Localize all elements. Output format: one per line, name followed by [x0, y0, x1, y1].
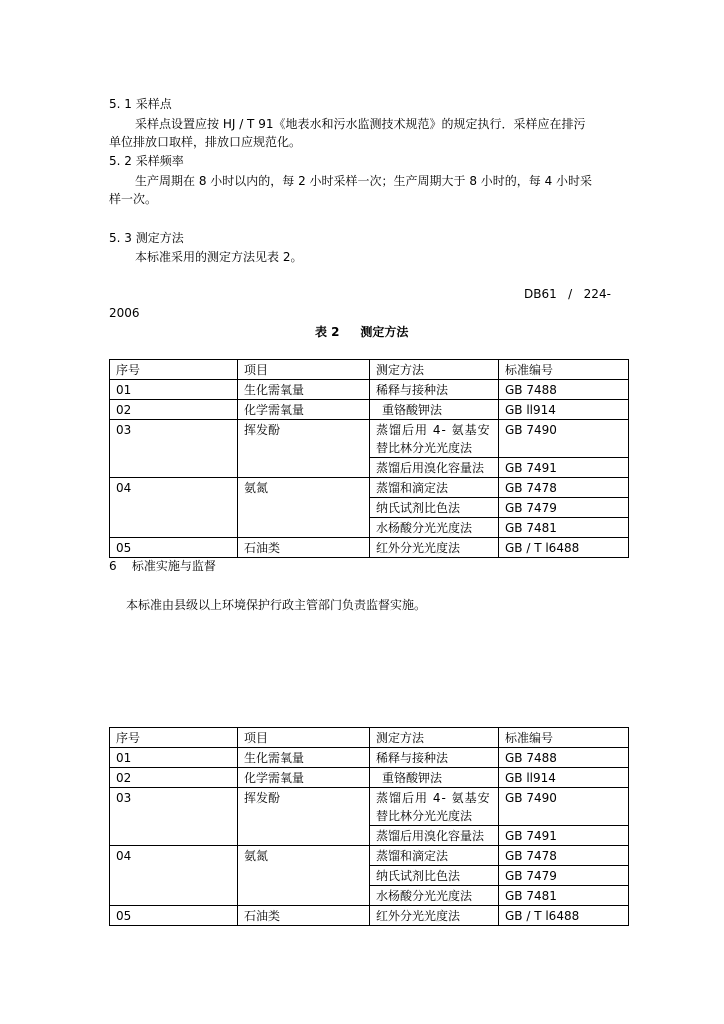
cell-no: 02 [110, 768, 238, 788]
table-row [110, 400, 629, 420]
table-row [110, 420, 629, 458]
cell-item: 石油类 [238, 538, 370, 558]
cell-method: 纳氏试剂比色法 [370, 866, 499, 886]
cell-item: 氨氮 [238, 846, 370, 906]
doc-code-line1: DB61 / 224- [524, 287, 611, 301]
table-row [110, 788, 629, 826]
table-row [110, 906, 629, 926]
header-item: 项目 [238, 360, 370, 380]
cell-method: 水杨酸分光光度法 [370, 518, 499, 538]
cell-no: 05 [110, 906, 238, 926]
header-item: 项目 [238, 728, 370, 748]
cell-std: GB 7488 [499, 380, 629, 400]
cell-std: GB 7481 [499, 518, 629, 538]
cell-method: 重铬酸钾法 [370, 768, 499, 788]
cell-no: 03 [110, 788, 238, 846]
cell-std: GB 7478 [499, 846, 629, 866]
cell-std: GB 7479 [499, 498, 629, 518]
cell-method-line1: 蒸馏后用 4- 氨基安 [376, 423, 491, 437]
table-row [110, 846, 629, 866]
cell-method: 水杨酸分光光度法 [370, 886, 499, 906]
section-5-1-para-line1: 采样点设置应按 HJ / T 91《地表水和污水监测技术规范》的规定执行．采样应在排污 [135, 117, 586, 131]
cell-item: 挥发酚 [238, 788, 370, 846]
cell-std: GB 7488 [499, 748, 629, 768]
cell-method-line1: 蒸馏后用 4- 氨基安 [376, 791, 491, 805]
cell-no: 01 [110, 380, 238, 400]
section-5-3-para: 本标准采用的测定方法见表 2。 [135, 250, 303, 264]
cell-std: GB ll914 [499, 400, 629, 420]
table-row [110, 380, 629, 400]
header-no: 序号 [110, 360, 238, 380]
cell-std: GB / T l6488 [499, 538, 629, 558]
header-method: 测定方法 [370, 728, 499, 748]
cell-method: 纳氏试剂比色法 [370, 498, 499, 518]
cell-std: GB 7490 [499, 420, 629, 458]
cell-item: 挥发酚 [238, 420, 370, 478]
cell-method: 蒸馏和滴定法 [370, 846, 499, 866]
header-no: 序号 [110, 728, 238, 748]
cell-no: 05 [110, 538, 238, 558]
section-6-para: 本标准由县级以上环境保护行政主管部门负责监督实施。 [126, 598, 427, 612]
cell-method: 蒸馏后用溴化容量法 [370, 826, 499, 846]
doc-code-line2: 2006 [109, 306, 140, 320]
cell-item: 氨氮 [238, 478, 370, 538]
section-5-1-heading: 5. 1 采样点 [109, 97, 172, 111]
cell-item: 生化需氧量 [238, 748, 370, 768]
cell-method: 红外分光光度法 [370, 906, 499, 926]
cell-no: 04 [110, 478, 238, 538]
cell-no: 03 [110, 420, 238, 478]
cell-std: GB 7491 [499, 826, 629, 846]
cell-std: GB 7481 [499, 886, 629, 906]
section-5-2-para-line2: 样一次。 [109, 192, 158, 206]
cell-no: 02 [110, 400, 238, 420]
cell-item: 化学需氧量 [238, 768, 370, 788]
method-table-repeat [109, 727, 629, 926]
table-row [110, 768, 629, 788]
section-5-2-heading: 5. 2 采样频率 [109, 154, 184, 168]
cell-no: 01 [110, 748, 238, 768]
cell-item: 化学需氧量 [238, 400, 370, 420]
cell-method-line2: 替比林分光光度法 [376, 809, 473, 823]
cell-method [370, 788, 499, 826]
cell-item: 石油类 [238, 906, 370, 926]
cell-no: 04 [110, 846, 238, 906]
section-5-2-para-line1: 生产周期在 8 小时以内的，每 2 小时采样一次；生产周期大于 8 小时的，每 4 小时采 [135, 174, 593, 188]
table-row [110, 478, 629, 498]
cell-method: 红外分光光度法 [370, 538, 499, 558]
section-5-3-heading: 5. 3 测定方法 [109, 231, 184, 245]
cell-method: 稀释与接种法 [370, 380, 499, 400]
section-6-heading: 6 标准实施与监督 [109, 559, 216, 573]
table-row [110, 748, 629, 768]
header-std: 标准编号 [499, 728, 629, 748]
table-header-row [110, 360, 629, 380]
cell-method: 蒸馏后用溴化容量法 [370, 458, 499, 478]
method-table [109, 359, 629, 558]
cell-method-line2: 替比林分光光度法 [376, 441, 473, 455]
cell-method: 蒸馏和滴定法 [370, 478, 499, 498]
cell-std: GB / T l6488 [499, 906, 629, 926]
cell-method: 稀释与接种法 [370, 748, 499, 768]
cell-method: 重铬酸钾法 [370, 400, 499, 420]
table-row [110, 538, 629, 558]
table-header-row [110, 728, 629, 748]
cell-std: GB 7490 [499, 788, 629, 826]
cell-std: GB 7478 [499, 478, 629, 498]
header-method: 测定方法 [370, 360, 499, 380]
cell-item: 生化需氧量 [238, 380, 370, 400]
section-5-1-para-line2: 单位排放口取样，排放口应规范化。 [109, 135, 302, 149]
cell-std: GB 7479 [499, 866, 629, 886]
header-std: 标准编号 [499, 360, 629, 380]
cell-method [370, 420, 499, 458]
cell-std: GB 7491 [499, 458, 629, 478]
table-caption: 表 2 测定方法 [315, 325, 409, 339]
cell-std: GB ll914 [499, 768, 629, 788]
